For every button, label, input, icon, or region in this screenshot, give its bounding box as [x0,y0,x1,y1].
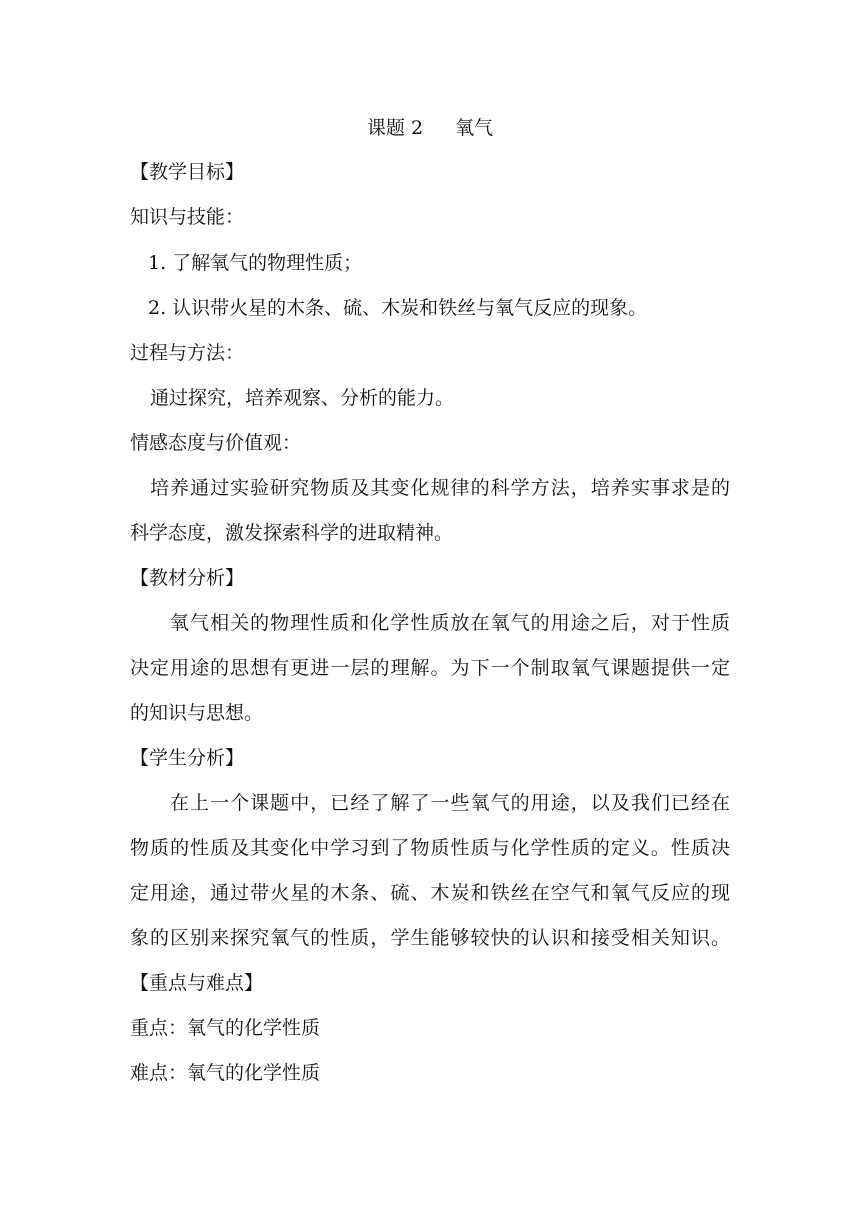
process-item-1: 通过探究，培养观察、分析的能力。 [150,387,455,409]
student-line-2: 物质的性质及其变化中学习到了物质性质与化学性质的定义。性质决 [130,837,730,859]
knowledge-item-1: 1. 了解氧气的物理性质； [148,252,363,274]
objectives-heading: 【教学目标】 [130,161,245,183]
key-heading: 【重点与难点】 [130,972,264,994]
difficult-point: 难点：氧气的化学性质 [130,1062,321,1084]
student-line-4: 象的区别来探究氧气的性质，学生能够较快的认识和接受相关知识。 [130,927,730,949]
student-line-3: 定用途，通过带火星的木条、硫、木炭和铁丝在空气和氧气反应的现 [130,882,730,904]
document-title [0,116,860,140]
attitude-line-2: 科学态度，激发探索科学的进取精神。 [130,522,454,544]
knowledge-heading: 知识与技能： [130,206,245,228]
lesson-topic: 氧气 [455,117,494,139]
knowledge-item-2: 2. 认识带火星的木条、硫、木炭和铁丝与氧气反应的现象。 [148,297,648,319]
lesson-number: 课题 2 [366,117,424,139]
material-line-3: 的知识与思想。 [130,702,264,724]
process-heading: 过程与方法： [130,342,245,364]
material-line-1: 氧气相关的物理性质和化学性质放在氧气的用途之后，对于性质 [170,612,730,634]
key-point: 重点：氧气的化学性质 [130,1017,321,1039]
student-heading: 【学生分析】 [130,747,245,769]
student-line-1: 在上一个课题中，已经了解了一些氧气的用途，以及我们已经在 [170,792,730,814]
attitude-line-1: 培养通过实验研究物质及其变化规律的科学方法，培养实事求是的 [150,477,730,499]
material-heading: 【教材分析】 [130,567,245,589]
material-line-2: 决定用途的思想有更进一层的理解。为下一个制取氧气课题提供一定 [130,657,730,679]
attitude-heading: 情感态度与价值观： [130,432,302,454]
